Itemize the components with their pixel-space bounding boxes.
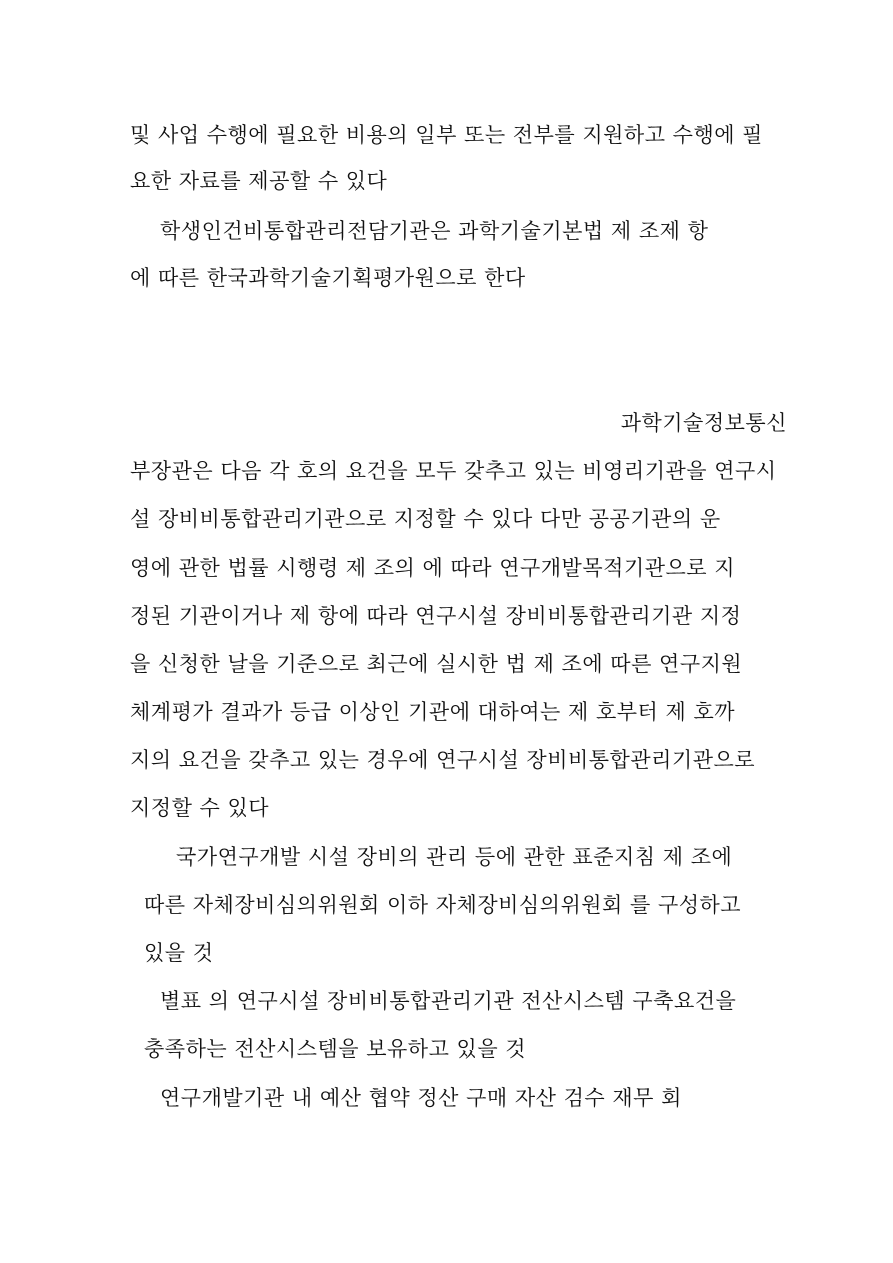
paragraph-3-line-7: 지의 요건을 갖추고 있는 경우에 연구시설 장비비통합관리기관으로 [130,748,756,772]
item-3-line-1: 연구개발기관 내 예산 협약 정산 구매 자산 검수 재무 회 [160,1086,682,1110]
paragraph-3-line-5: 을 신청한 날을 기준으로 최근에 실시한 법 제 조에 따른 연구지원 [130,652,743,676]
paragraph-2-line-1: 학생인건비통합관리전담기관은 과학기술기본법 제 조제 항 [160,219,709,243]
item-1-line-3: 있을 것 [144,941,214,965]
paragraph-1-line-1: 및 사업 수행에 필요한 비용의 일부 또는 전부를 지원하고 수행에 필 [130,123,763,147]
paragraph-3-line-6: 체계평가 결과가 등급 이상인 기관에 대하여는 제 호부터 제 호까 [130,700,736,724]
paragraph-1-line-2: 요한 자료를 제공할 수 있다 [130,169,388,193]
paragraph-3-line-1: 부장관은 다음 각 호의 요건을 모두 갖추고 있는 비영리기관을 연구시 [130,459,777,483]
paragraph-3-line-3: 영에 관한 법률 시행령 제 조의 에 따라 연구개발목적기관으로 지 [130,556,736,580]
item-1-line-1: 국가연구개발 시설 장비의 관리 등에 관한 표준지침 제 조에 [176,845,733,869]
paragraph-2-line-2: 에 따른 한국과학기술기획평가원으로 한다 [130,266,526,290]
paragraph-3-line-8: 지정할 수 있다 [130,796,270,820]
paragraph-3-line-4: 정된 기관이거나 제 항에 따라 연구시설 장비비통합관리기관 지정 [130,604,742,628]
item-2-line-2: 충족하는 전산시스템을 보유하고 있을 것 [144,1037,527,1061]
item-1-line-2: 따른 자체장비심의위원회 이하 자체장비심의위원회 를 구성하고 [144,893,742,917]
item-2-line-1: 별표 의 연구시설 장비비통합관리기관 전산시스템 구축요건을 [160,989,737,1013]
ministry-heading: 과학기술정보통신 [620,411,787,435]
paragraph-3-line-2: 설 장비비통합관리기관으로 지정할 수 있다 다만 공공기관의 운 [130,507,721,531]
